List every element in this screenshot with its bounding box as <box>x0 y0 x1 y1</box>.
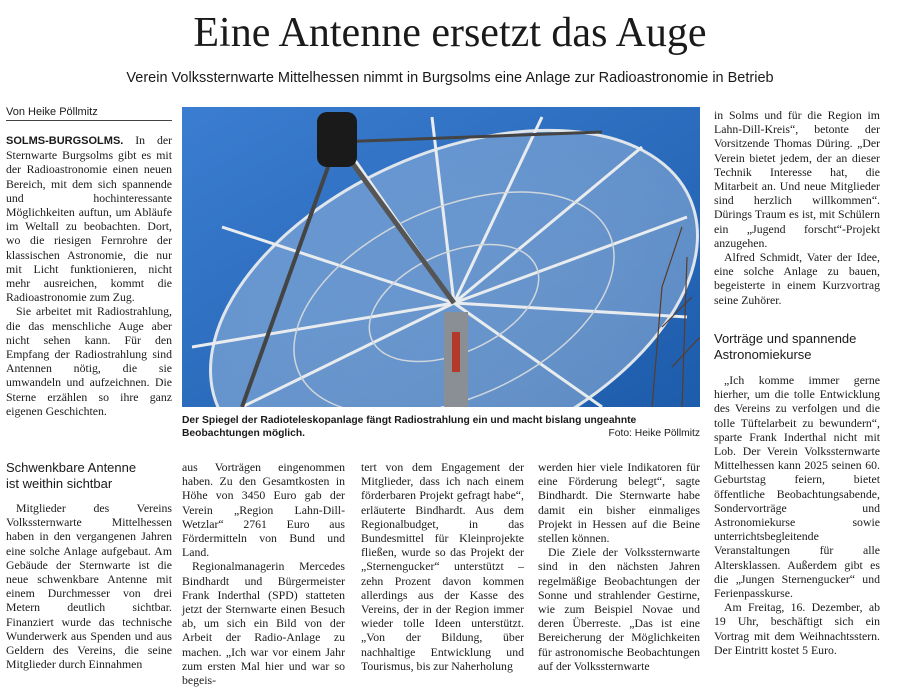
headline: Eine Antenne ersetzt das Auge <box>193 10 707 56</box>
paragraph: tert von dem Engagement der Mitglieder, dass ich nach einem förderbaren Projekt gefragt habe“, erläuterte Bindhardt. Aus dem Regionalbudget, in das Bundesmittel für Kleinprojekte fließen, wurde so das Projekt der „Sternengucker“ unterstützt – zehn Prozent davon kommen allerdings aus der Kasse des Vereins, der in der Region immer wieder tolle Ideen unterstützt. „Von der Bildung, über nachhaltige Entwicklung und Tourismus, bis zur Naherholung <box>361 460 524 673</box>
paragraph: Mitglieder des Vereins Volkssternwarte Mittelhessen haben in den vergangenen Jahren eine solche Anlage aufgebaut. Am Gebäude der Sternwarte ist die neue schwenkbare Antenne mit einem Durchmesser von drei Metern deutlich sichtbar. Finanziert wurde das technische Wunderwerk aus Spenden und aus Geldern des Vereins, die seine Mitglieder durch Einnahmen <box>6 501 172 672</box>
article-column-3 <box>361 460 524 673</box>
section-heading-1: Schwenkbare Antenne ist weithin sichtbar <box>6 460 137 491</box>
paragraph: Die Ziele der Volkssternwarte sind in den nächsten Jahren regelmäßige Beobachtungen der Sonne und strahlender Gestirne, wie zum Beispiel Novae und deren Überreste. „Das ist eine Bereicherung der Möglichkeiten für astronomische Beobachtungen auf der Volkssternwarte <box>538 545 700 673</box>
article-column-1-lower <box>6 501 172 671</box>
caption-text: Der Spiegel der Radioteleskopanlage fängt Radiostrahlung ein und macht bislang ungeahnte Beobachtungen möglich. <box>182 415 637 439</box>
photo-credit: Foto: Heike Pöllmitz <box>608 428 700 439</box>
section-heading-2: Vorträge und spannende Astronomiekurse <box>714 331 857 362</box>
radio-telescope-photo <box>182 107 700 407</box>
photo-caption <box>182 414 700 440</box>
article-column-4 <box>538 460 700 673</box>
antenna-illustration <box>182 107 700 407</box>
subheadline: Verein Volkssternwarte Mittelhessen nimmt in Burgsolms eine Anlage zur Radioastronomie in Betrieb <box>126 70 774 86</box>
paragraph: Am Freitag, 16. Dezember, ab 19 Uhr, beschäftigt sich ein Vortrag mit dem Weihnachtsstern. Der Eintritt kostet 5 Euro. <box>714 600 880 657</box>
article-column-5 <box>714 108 880 307</box>
paragraph-text: In der Sternwarte Burgsolms gibt es mit der Radioastronomie einen neuen Bereich, mit dem sich spannende und hochinteressante Möglichkeiten auftun, um Abläufe im Weltall zu beobachten. Dort, wo die riesigen Fernrohre der klassischen Astronomie, die nur mit Licht funktionieren, nicht mehr ausreichen, kommt die Radioastronomie zum Zug. <box>6 133 173 305</box>
paragraph: Sie arbeitet mit Radiostrahlung, die das menschliche Auge aber nicht sehen kann. Für den Empfang der Radiostrahlung sind Antennen nötig, die sie umwandeln und aufzeichnen. Die Sterne erzählen so ihre ganz eigenen Geschichten. <box>6 304 172 418</box>
byline: Von Heike Pöllmitz <box>6 104 172 121</box>
paragraph: „Ich komme immer gerne hierher, um die tolle Entwicklung des Vereins zu verfolgen und die tolle Tüftelarbeit zu bewundern“, sparte Frank Inderthal nicht mit Lob. Der Verein Volkssternwarte Mittelhessen kann 2025 seinen 60. Geburtstag feiern, bietet öffentliche Beobachtungsabende, Sondervorträge und Astronomiekurse sowie unterrichtsbegleitende Veranstaltungen für alle Altersklassen. Außerdem gibt es die „Jungen Sternengucker“ und Ferienpasskurse. <box>714 373 880 601</box>
paragraph: Regionalmanagerin Mercedes Bindhardt und Bürgermeister Frank Inderthal (SPD) statteten jetzt der Sternwarte einen Besuch ab, um sich ein Bild von der Arbeit der Radio-Anlage zu machen. „Ich war vor einem Jahr zum ersten Mal hier und war so begeis- <box>182 559 345 688</box>
lead-paragraph <box>6 133 172 304</box>
article-column-5-lower <box>714 373 880 657</box>
paragraph: Alfred Schmidt, Vater der Idee, eine solche Anlage zu bauen, begeisterte in einem Kurzvortrag seine Zuhörer. <box>714 250 880 307</box>
paragraph: werden hier viele Indikatoren für eine Förderung belegt“, sagte Bindhardt. Die Sternwarte habe damit ein bisher einmaliges Projekt in Hessen auf die Beine stellen können. <box>538 460 700 546</box>
paragraph: aus Vorträgen eingenommen haben. Zu den Gesamtkosten in Höhe von 3450 Euro gab der Verein „Region Lahn-Dill-Wetzlar“ 2761 Euro aus Fördermitteln von Bund und Land. <box>182 460 345 560</box>
dateline: SOLMS-BURGSOLMS. <box>6 135 124 147</box>
article-column-1 <box>6 133 172 418</box>
article-column-2 <box>182 460 345 687</box>
paragraph: in Solms und für die Region im Lahn-Dill-Kreis“, betonte der Vorsitzende Thomas Düring. „Der Verein bietet jedem, der an dieser Technik Interesse hat, die Mitarbeit an. Und neue Mitglieder sind herzlich willkommen“. Dürings Traum es ist, mit Schülern ein „Jugend forscht“-Projekt anzugehen. <box>714 108 880 250</box>
